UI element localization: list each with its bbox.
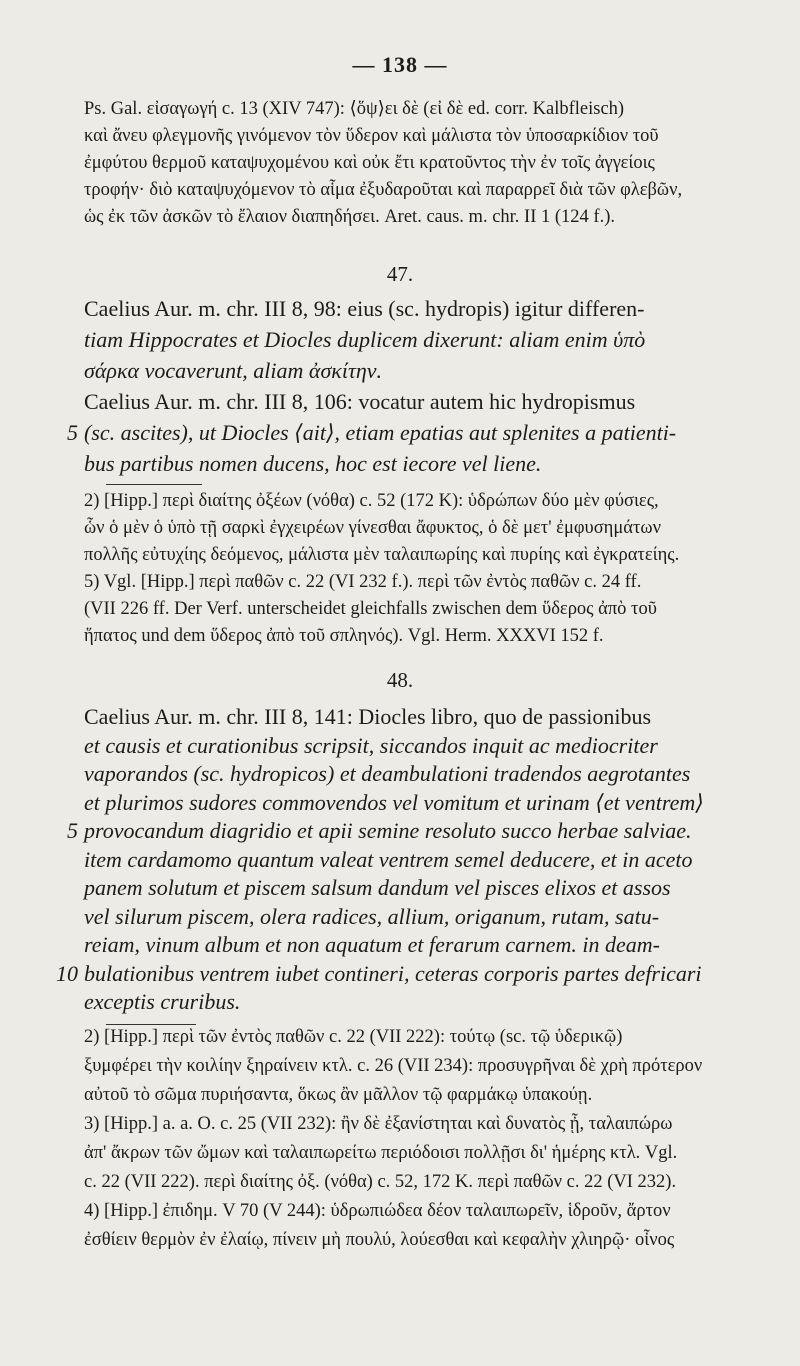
section-48-text: [56, 704, 780, 1020]
line-text: tiam Hippocrates et Diocles duplicem dixerunt: aliam enim ὑπὸ: [84, 327, 646, 352]
footnote-line: 4) [Hipp.] ἐπιδημ. V 70 (V 244): ὑδρωπιώδεα δέον ταλαιπωρεῖν, ἱδροῦν, ἄρτον: [84, 1201, 671, 1221]
line-text: Caelius Aur. m. chr. III 8, 98: eius (sc. hydropis) igitur differen-: [84, 296, 645, 321]
line-text: bulationibus ventrem iubet contineri, ceteras corporis partes defricari: [84, 960, 702, 986]
line-number: 5: [67, 818, 78, 843]
line-text: item cardamomo quantum valeat ventrem semel deducere, et in aceto: [84, 846, 693, 872]
line-text: provocandum diagridio et apii semine resoluto succo herbae salviae.: [84, 818, 692, 843]
line-text: panem solutum et piscem salsum dandum vel pisces elixos et assos: [84, 875, 671, 900]
text-line: [84, 453, 780, 484]
section-number-47: 47.: [386, 262, 414, 286]
text-line: [84, 391, 780, 422]
text-line: [56, 960, 780, 992]
section-48-notes: [84, 1028, 780, 1260]
footnote-line: ἐσθίειν θερμὸν ἐν ἐλαίῳ, πίνειν μὴ πουλύ, λούεσθαι καὶ κεφαλὴν χλιηρῷ· οἶνος: [84, 1230, 675, 1250]
text-line: [84, 903, 780, 935]
footnote-line: ὧν ὁ μὲν ὁ ὑπὸ τῇ σαρκὶ ἐγχειρέων γίνεσθαι ἄφυκτος, ὁ δὲ μετ' ἐμφυσημάτων: [84, 518, 661, 538]
line-text: Caelius Aur. m. chr. III 8, 141: Diocles libro, quo de passionibus: [84, 704, 652, 729]
footnote-line: αὐτοῦ τὸ σῶμα πυριήσαντα, ὅκως ἂν μᾶλλον τῷ φαρμάκῳ ὑπακούῃ.: [84, 1085, 593, 1105]
footnote-line: ἥπατος und dem ὕδερος ἀπὸ τοῦ σπληνός). Vgl. Herm. XXXVI 152 f.: [84, 626, 604, 646]
intro-line: καὶ ἄνευ φλεγμονῆς γινόμενον τὸν ὕδερον καὶ μάλιστα τὸν ὑποσαρκίδιον τοῦ: [84, 126, 659, 146]
text-line: [84, 360, 780, 391]
intro-line: τροφήν· διὸ καταψυχόμενον τὸ αἷμα ἐξυδαροῦται καὶ παραρρεῖ διὰ τῶν φλεβῶν,: [84, 180, 683, 200]
line-text: reiam, vinum album et non aquatum et ferarum carnem. in deam-: [84, 932, 660, 957]
section-47-text: [67, 296, 780, 484]
line-text: exceptis cruribus.: [84, 989, 241, 1014]
intro-citation: [84, 100, 780, 235]
intro-line: ἐμφύτου θερμοῦ καταψυχομένου καὶ οὐκ ἔτι κρατοῦντος τὴν ἐν τοῖς ἀγγείοις: [84, 153, 655, 173]
footnote-rule-47: [106, 484, 202, 485]
line-text: bus partibus nomen ducens, hoc est iecore vel liene.: [84, 451, 542, 476]
section-47-notes: [84, 492, 780, 654]
section-number-48: 48.: [386, 668, 414, 692]
line-text: (sc. ascites), ut Diocles ⟨ait⟩, etiam epatias aut splenites a patienti-: [84, 420, 677, 445]
text-line: [84, 329, 780, 360]
line-text: vaporandos (sc. hydropicos) et deambulationi tradendos aegrotantes: [84, 761, 691, 786]
footnote-rule-48: [106, 1024, 196, 1025]
line-text: vel silurum piscem, olera radices, allium, origanum, rutam, satu-: [84, 903, 660, 929]
text-line: [84, 789, 780, 821]
footnote-line: (VII 226 ff. Der Verf. unterscheidet gleichfalls zwischen dem ὕδερος ἀπὸ τοῦ: [84, 599, 657, 619]
text-line: [84, 763, 780, 792]
footnote-line: 2) [Hipp.] περὶ τῶν ἐντὸς παθῶν c. 22 (VII 222): τούτῳ (sc. τῷ ὑδερικῷ): [84, 1027, 623, 1047]
line-text: σάρκα vocaverunt, aliam ἀσκίτην.: [84, 358, 383, 383]
text-line: [84, 846, 780, 878]
intro-line: Ps. Gal. εἰσαγωγή c. 13 (XIV 747): ⟨ὅψ⟩ει δὲ (εἰ δὲ ed. corr. Kalbfleisch): [84, 99, 625, 119]
text-line: [84, 877, 780, 906]
line-text: et causis et curationibus scripsit, siccandos inquit ac mediocriter: [84, 732, 658, 758]
text-line: [84, 934, 780, 963]
footnote-line: ἀπ' ἄκρων τῶν ὤμων καὶ ταλαιπωρείτω περιόδοισι πολλῇσι δι' ἡμέρης κτλ. Vgl.: [84, 1143, 678, 1163]
footnote-line: ξυμφέρει τὴν κοιλίην ξηραίνειν κτλ. c. 26 (VII 234): προσυγρῆναι δὲ χρὴ πρότερον: [84, 1056, 703, 1076]
footnote-line: 2) [Hipp.] περὶ διαίτης ὀξέων (νόθα) c. 52 (172 K): ὑδρώπων δύο μὲν φύσιες,: [84, 491, 659, 511]
line-text: et plurimos sudores commovendos vel vomitum et urinam ⟨et ventrem⟩: [84, 789, 704, 815]
footnote-line: 5) Vgl. [Hipp.] περὶ παθῶν c. 22 (VI 232 f.). περὶ τῶν ἐντὸς παθῶν c. 24 ff.: [84, 572, 642, 592]
text-line: [67, 420, 780, 453]
page-number: — 138 —: [352, 52, 448, 77]
footnote-line: πολλῆς εὐτυχίης δεόμενος, μάλιστα μὲν ταλαιπωρίης καὶ πυρίης καὶ ἐγκρατείης.: [84, 545, 680, 565]
text-line: [84, 991, 780, 1020]
line-text: Caelius Aur. m. chr. III 8, 106: vocatur autem hic hydropismus: [84, 389, 636, 414]
text-line: [84, 706, 780, 735]
footnote-line: c. 22 (VII 222). περὶ διαίτης ὀξ. (νόθα) c. 52, 172 K. περὶ παθῶν c. 22 (VI 232).: [84, 1172, 677, 1192]
text-line: [84, 732, 780, 764]
intro-line: ὡς ἐκ τῶν ἀσκῶν τὸ ἔλαιον διαπηδήσει. Aret. caus. m. chr. II 1 (124 f.).: [84, 207, 615, 227]
footnote-line: 3) [Hipp.] a. a. O. c. 25 (VII 232): ἢν δὲ ἐξανίστηται καὶ δυνατὸς ᾖ, ταλαιπώρω: [84, 1114, 673, 1134]
line-number: 5: [67, 420, 78, 445]
text-line: [67, 818, 780, 849]
text-line: [84, 298, 780, 329]
line-number: 10: [56, 960, 78, 986]
